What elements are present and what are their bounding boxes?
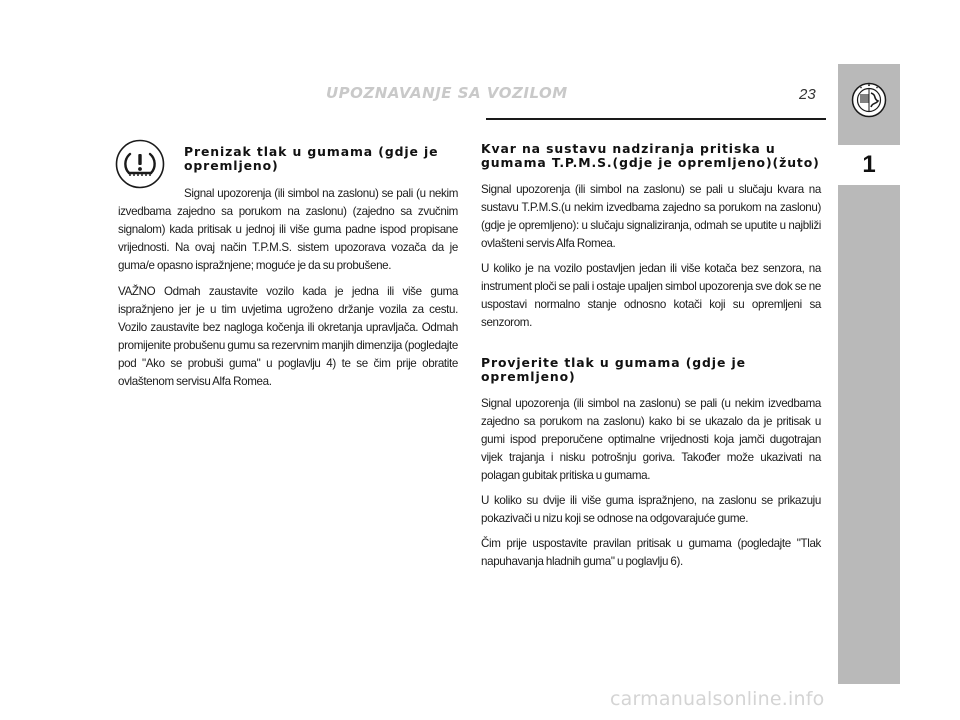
paragraph: U koliko je na vozilo postavljen jedan ili više kotača bez senzora, na instrument ploči se pali i ostaje upaljen simbol upozorenja sve dok se ne uspostavi normalno stanje odnosno kotači koji su opremljeni sa senzorom. [481,262,821,329]
right-column [481,142,821,578]
chapter-number-tab: 1 [838,145,900,185]
watermark: carmanualsonline.info [610,688,825,710]
alfa-romeo-logo-icon [851,82,887,118]
chapter-title: UPOZNAVANJE SA VOZILOM [326,84,568,102]
section-heading-tpms-failure: Kvar na sustavu nadziranja pritiska u gumama T.P.M.S.(gdje je opremljeno)(žuto) [481,141,820,170]
paragraph: VAŽNO Odmah zaustavite vozilo kada je jedna ili više guma ispražnjeno jer je u tim uvjetima ugroženo držanje vozila za cestu. Vozilo zaustavite bez nagloga kočenja ili okretanja upravljača. Odmah promijenite probušenu gumu sa rezervnim manjih dimenzija (pogledajte pod "Ako se probuši guma" u poglavlju 4) te se čim prije obratite ovlaštenom servisu Alfa Romea. [118,285,458,388]
page-number: 23 [799,86,816,103]
paragraph: Signal upozorenja (ili simbol na zaslonu) se pali (u nekim izvedbama zajedno sa porukom na zaslonu) (zajedno sa zvučnim signalom) kada pritisak u jednoj ili više guma padne ispod propisane vrijednosti. Na ovaj način T.P.M.S. sistem upozorava vozača da je guma/e opasno ispražnjene; moguće je da su probušene. [118,187,458,272]
header-rule [486,118,826,120]
section-heading-low-pressure: Prenizak tlak u gumama (gdje je opremljeno) [184,144,439,173]
paragraph: Signal upozorenja (ili simbol na zaslonu) se pali u slučaju kvara na sustavu T.P.M.S.(u nekim izvedbama zajedno sa porukom na zaslonu) (gdje je opremljeno): u slučaju signaliziranja, odmah se uputite u najbliži ovlašteni servis Alfa Romea. [481,183,821,250]
paragraph: U koliko su dvije ili više guma ispražnjeno, na zaslonu se prikazuju pokazivači u nizu koji se odnose na odgovarajuće gume. [481,494,821,525]
left-column [118,145,458,399]
paragraph: Čim prije uspostavite pravilan pritisak u gumama (pogledajte "Tlak napuhavanja hladnih guma" u poglavlju 6). [481,537,821,568]
paragraph: Signal upozorenja (ili simbol na zaslonu) se pali (u nekim izvedbama zajedno sa porukom na zaslonu) kako bi se ukazalo da je pritisak u gumi ispod preporučene optimalne vrijednosti koja jamči dugotrajan vijek trajanja i nisku potrošnju goriva. Također može ukazivati na polagan gubitak pritiska u gumama. [481,397,821,482]
section-heading-check-pressure: Provjerite tlak u gumama (gdje je opremljeno) [481,355,746,384]
